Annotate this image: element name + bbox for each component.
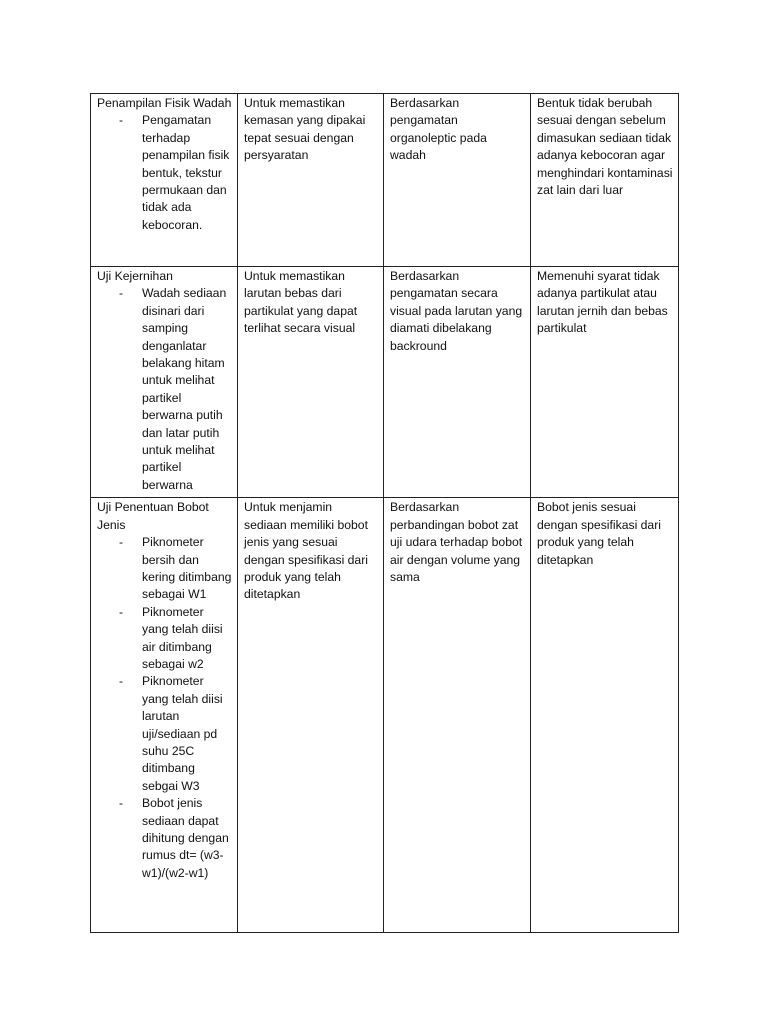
table-row: [91, 94, 679, 267]
principle-text: Berdasarkan pengamatan organoleptic pada wadah: [390, 96, 487, 163]
requirement-text: Bobot jenis sesuai dengan spesifikasi dari produk yang telah ditetapkan: [537, 500, 661, 567]
test-title: Uji Kejernihan: [97, 269, 173, 283]
procedure-list: [97, 285, 232, 494]
test-name-cell: [91, 94, 238, 267]
procedure-text: Bobot jenis sediaan dapat dihitung dengan rumus dt= (w3-w1)/(w2-w1): [142, 796, 229, 880]
purpose-cell: [238, 94, 384, 267]
procedure-item: [97, 795, 232, 882]
bullet-marker: -: [119, 535, 124, 550]
requirement-cell: [531, 267, 679, 498]
bullet-marker: -: [119, 286, 124, 301]
procedure-list: [97, 112, 232, 234]
requirement-text: Memenuhi syarat tidak adanya partikulat atau larutan jernih dan bebas partikulat: [537, 269, 668, 336]
test-title: Uji Penentuan Bobot Jenis: [97, 500, 209, 532]
procedure-text: Piknometer bersih dan kering ditimbang sebagai W1: [142, 535, 232, 602]
procedure-item: [97, 285, 232, 494]
bullet-marker: -: [119, 604, 124, 619]
procedure-text: Pengamatan terhadap penampilan fisik bentuk, tekstur permukaan dan tidak ada kebocoran.: [142, 113, 230, 232]
principle-cell: [384, 94, 531, 267]
purpose-cell: [238, 267, 384, 498]
bullet-marker: -: [119, 796, 124, 811]
purpose-text: Untuk memastikan kemasan yang dipakai tepat sesuai dengan persyaratan: [244, 96, 366, 163]
purpose-cell: [238, 498, 384, 933]
test-name-cell: [91, 498, 238, 933]
principle-cell: [384, 267, 531, 498]
table-row: [91, 498, 679, 933]
principle-text: Berdasarkan perbandingan bobot zat uji udara terhadap bobot air dengan volume yang sama: [390, 500, 523, 584]
principle-text: Berdasarkan pengamatan secara visual pada larutan yang diamati dibelakang backround: [390, 269, 523, 353]
test-title: Penampilan Fisik Wadah: [97, 96, 232, 110]
requirement-cell: [531, 94, 679, 267]
procedure-item: [97, 673, 232, 795]
procedure-text: Piknometer yang telah diisi air ditimbang sebagai w2: [142, 604, 223, 671]
requirement-text: Bentuk tidak berubah sesuai dengan sebelum dimasukan sediaan tidak adanya kebocoran agar menghindari kontaminasi zat lain dari luar: [537, 96, 673, 198]
procedure-list: [97, 534, 232, 882]
procedure-item: [97, 112, 232, 234]
bullet-marker: -: [119, 113, 124, 128]
procedure-text: Piknometer yang telah diisi larutan uji/sediaan pd suhu 25C ditimbang sebgai W3: [142, 674, 223, 793]
procedure-item: [97, 604, 232, 674]
procedure-table: [90, 93, 679, 933]
bullet-marker: -: [119, 674, 124, 689]
requirement-cell: [531, 498, 679, 933]
procedure-item: [97, 534, 232, 604]
purpose-text: Untuk menjamin sediaan memiliki bobot jenis yang sesuai dengan spesifikasi dari produk yang telah ditetapkan: [244, 500, 368, 602]
table-row: [91, 267, 679, 498]
principle-cell: [384, 498, 531, 933]
procedure-text: Wadah sediaan disinari dari samping denganlatar belakang hitam untuk melihat partikel berwarna putih dan latar putih untuk melihat partikel berwarna: [142, 286, 227, 492]
purpose-text: Untuk memastikan larutan bebas dari partikulat yang dapat terlihat secara visual: [244, 269, 358, 336]
test-name-cell: [91, 267, 238, 498]
